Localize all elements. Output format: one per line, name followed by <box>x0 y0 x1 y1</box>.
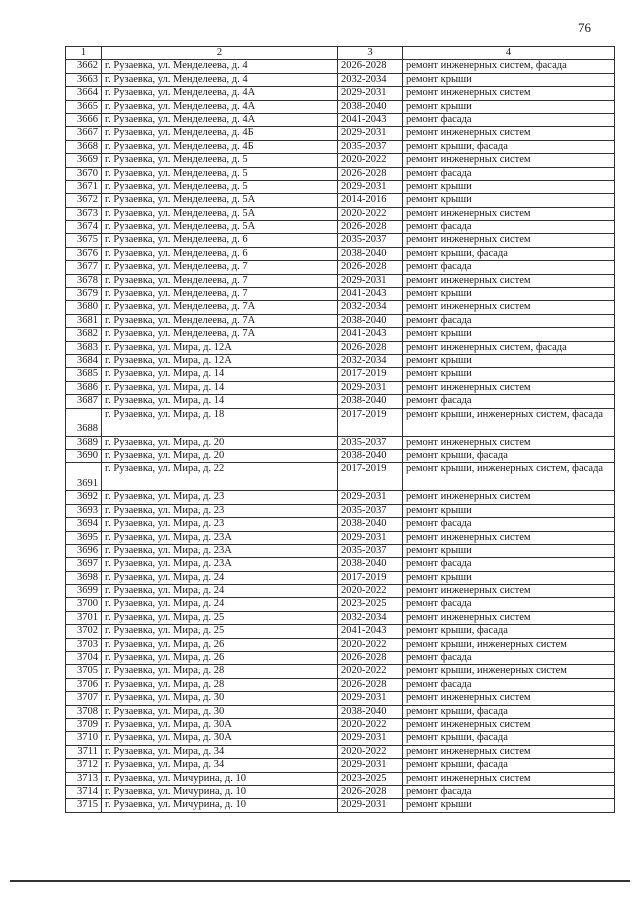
row-number: 3705 <box>66 665 102 678</box>
row-work: ремонт крыши <box>403 504 615 517</box>
row-period: 2029-2031 <box>338 274 403 287</box>
row-address: г. Рузаевка, ул. Менделеева, д. 5 <box>102 154 338 167</box>
table-row <box>66 571 615 584</box>
row-address: г. Рузаевка, ул. Мира, д. 28 <box>102 665 338 678</box>
row-address: г. Рузаевка, ул. Мира, д. 24 <box>102 571 338 584</box>
row-number: 3703 <box>66 638 102 651</box>
table-row <box>66 247 615 260</box>
row-work: ремонт фасада <box>403 598 615 611</box>
row-period: 2026-2028 <box>338 341 403 354</box>
row-period: 2035-2037 <box>338 436 403 449</box>
row-number: 3707 <box>66 692 102 705</box>
row-address: г. Рузаевка, ул. Менделеева, д. 4А <box>102 87 338 100</box>
table-row <box>66 314 615 327</box>
table-row <box>66 408 615 436</box>
row-number: 3678 <box>66 274 102 287</box>
row-address: г. Рузаевка, ул. Мира, д. 20 <box>102 436 338 449</box>
row-address: г. Рузаевка, ул. Мира, д. 14 <box>102 368 338 381</box>
row-work: ремонт крыши, фасада <box>403 140 615 153</box>
row-work: ремонт инженерных систем <box>403 301 615 314</box>
row-address: г. Рузаевка, ул. Мира, д. 28 <box>102 678 338 691</box>
row-period: 2035-2037 <box>338 544 403 557</box>
row-address: г. Рузаевка, ул. Мира, д. 22 <box>102 463 338 491</box>
row-number: 3686 <box>66 381 102 394</box>
row-number: 3673 <box>66 207 102 220</box>
row-address: г. Рузаевка, ул. Мичурина, д. 10 <box>102 799 338 812</box>
table-row <box>66 652 615 665</box>
row-number: 3692 <box>66 491 102 504</box>
table-header-row <box>66 47 615 60</box>
row-period: 2032-2034 <box>338 354 403 367</box>
row-period: 2041-2043 <box>338 113 403 126</box>
row-work: ремонт крыши, инженерных систем, фасада <box>403 463 615 491</box>
row-work: ремонт фасада <box>403 113 615 126</box>
row-number: 3666 <box>66 113 102 126</box>
row-work: ремонт инженерных систем <box>403 718 615 731</box>
row-period: 2026-2028 <box>338 261 403 274</box>
row-work: ремонт крыши <box>403 180 615 193</box>
row-address: г. Рузаевка, ул. Менделеева, д. 4А <box>102 113 338 126</box>
row-work: ремонт крыши <box>403 544 615 557</box>
row-number: 3674 <box>66 221 102 234</box>
table-row <box>66 194 615 207</box>
row-work: ремонт инженерных систем <box>403 274 615 287</box>
row-number: 3701 <box>66 611 102 624</box>
row-address: г. Рузаевка, ул. Мира, д. 25 <box>102 611 338 624</box>
row-address: г. Рузаевка, ул. Мира, д. 14 <box>102 395 338 408</box>
table-row <box>66 491 615 504</box>
table-row <box>66 625 615 638</box>
table-row <box>66 692 615 705</box>
table-row <box>66 436 615 449</box>
row-period: 2029-2031 <box>338 732 403 745</box>
row-period: 2023-2025 <box>338 598 403 611</box>
row-number: 3688 <box>66 408 102 436</box>
row-work: ремонт инженерных систем <box>403 491 615 504</box>
row-address: г. Рузаевка, ул. Менделеева, д. 4 <box>102 60 338 73</box>
row-work: ремонт фасада <box>403 678 615 691</box>
table-row <box>66 113 615 126</box>
row-work: ремонт крыши <box>403 288 615 301</box>
row-number: 3671 <box>66 180 102 193</box>
row-address: г. Рузаевка, ул. Менделеева, д. 5А <box>102 207 338 220</box>
row-number: 3680 <box>66 301 102 314</box>
row-number: 3697 <box>66 558 102 571</box>
row-period: 2038-2040 <box>338 518 403 531</box>
table-row <box>66 381 615 394</box>
row-address: г. Рузаевка, ул. Менделеева, д. 5А <box>102 194 338 207</box>
row-work: ремонт фасада <box>403 261 615 274</box>
row-address: г. Рузаевка, ул. Мичурина, д. 10 <box>102 772 338 785</box>
table-row <box>66 799 615 812</box>
table-row <box>66 638 615 651</box>
row-number: 3706 <box>66 678 102 691</box>
column-header-number: 1 <box>66 47 102 60</box>
row-number: 3684 <box>66 354 102 367</box>
table-row <box>66 504 615 517</box>
row-period: 2041-2043 <box>338 328 403 341</box>
row-work: ремонт крыши, фасада <box>403 625 615 638</box>
row-period: 2026-2028 <box>338 60 403 73</box>
row-number: 3715 <box>66 799 102 812</box>
row-address: г. Рузаевка, ул. Мира, д. 12А <box>102 341 338 354</box>
row-period: 2032-2034 <box>338 301 403 314</box>
row-address: г. Рузаевка, ул. Менделеева, д. 7А <box>102 328 338 341</box>
table-row <box>66 354 615 367</box>
row-number: 3709 <box>66 718 102 731</box>
row-address: г. Рузаевка, ул. Менделеева, д. 5 <box>102 167 338 180</box>
table-row <box>66 598 615 611</box>
row-period: 2038-2040 <box>338 449 403 462</box>
row-number: 3682 <box>66 328 102 341</box>
row-address: г. Рузаевка, ул. Мира, д. 30А <box>102 718 338 731</box>
row-period: 2017-2019 <box>338 571 403 584</box>
row-number: 3679 <box>66 288 102 301</box>
row-address: г. Рузаевка, ул. Мира, д. 24 <box>102 598 338 611</box>
row-period: 2029-2031 <box>338 531 403 544</box>
table-row <box>66 221 615 234</box>
row-number: 3713 <box>66 772 102 785</box>
row-period: 2038-2040 <box>338 100 403 113</box>
row-period: 2041-2043 <box>338 288 403 301</box>
row-period: 2029-2031 <box>338 759 403 772</box>
row-work: ремонт крыши, инженерных систем <box>403 665 615 678</box>
row-number: 3687 <box>66 395 102 408</box>
row-work: ремонт инженерных систем <box>403 154 615 167</box>
row-period: 2038-2040 <box>338 314 403 327</box>
row-work: ремонт инженерных систем <box>403 381 615 394</box>
row-address: г. Рузаевка, ул. Мира, д. 12А <box>102 354 338 367</box>
row-period: 2020-2022 <box>338 745 403 758</box>
row-address: г. Рузаевка, ул. Менделеева, д. 7 <box>102 261 338 274</box>
row-work: ремонт крыши <box>403 354 615 367</box>
row-work: ремонт инженерных систем <box>403 772 615 785</box>
table-row <box>66 274 615 287</box>
table-row <box>66 449 615 462</box>
row-period: 2029-2031 <box>338 692 403 705</box>
row-work: ремонт инженерных систем <box>403 531 615 544</box>
row-number: 3695 <box>66 531 102 544</box>
row-address: г. Рузаевка, ул. Мира, д. 26 <box>102 638 338 651</box>
row-address: г. Рузаевка, ул. Менделеева, д. 4А <box>102 100 338 113</box>
row-period: 2038-2040 <box>338 558 403 571</box>
column-header-work: 4 <box>403 47 615 60</box>
row-address: г. Рузаевка, ул. Мира, д. 25 <box>102 625 338 638</box>
table-row <box>66 785 615 798</box>
row-address: г. Рузаевка, ул. Мира, д. 26 <box>102 652 338 665</box>
row-period: 2026-2028 <box>338 221 403 234</box>
row-work: ремонт инженерных систем <box>403 436 615 449</box>
row-period: 2017-2019 <box>338 368 403 381</box>
row-work: ремонт крыши, фасада <box>403 705 615 718</box>
row-work: ремонт крыши <box>403 100 615 113</box>
row-address: г. Рузаевка, ул. Менделеева, д. 6 <box>102 247 338 260</box>
row-address: г. Рузаевка, ул. Менделеева, д. 7А <box>102 301 338 314</box>
table-row <box>66 207 615 220</box>
row-number: 3700 <box>66 598 102 611</box>
row-work: ремонт фасада <box>403 314 615 327</box>
row-work: ремонт крыши, инженерных систем <box>403 638 615 651</box>
row-work: ремонт инженерных систем, фасада <box>403 341 615 354</box>
table-row <box>66 261 615 274</box>
row-period: 2029-2031 <box>338 180 403 193</box>
row-number: 3672 <box>66 194 102 207</box>
row-period: 2029-2031 <box>338 381 403 394</box>
table-row <box>66 167 615 180</box>
row-work: ремонт крыши <box>403 571 615 584</box>
row-address: г. Рузаевка, ул. Мира, д. 23 <box>102 504 338 517</box>
table-row <box>66 87 615 100</box>
row-work: ремонт инженерных систем <box>403 234 615 247</box>
table-row <box>66 665 615 678</box>
row-period: 2041-2043 <box>338 625 403 638</box>
row-number: 3664 <box>66 87 102 100</box>
table-row <box>66 100 615 113</box>
row-period: 2035-2037 <box>338 140 403 153</box>
row-work: ремонт крыши <box>403 799 615 812</box>
row-period: 2026-2028 <box>338 652 403 665</box>
row-number: 3681 <box>66 314 102 327</box>
row-number: 3667 <box>66 127 102 140</box>
row-work: ремонт фасада <box>403 652 615 665</box>
row-number: 3710 <box>66 732 102 745</box>
row-period: 2026-2028 <box>338 785 403 798</box>
row-work: ремонт крыши <box>403 328 615 341</box>
column-header-period: 3 <box>338 47 403 60</box>
table-row <box>66 368 615 381</box>
row-address: г. Рузаевка, ул. Менделеева, д. 5А <box>102 221 338 234</box>
table-row <box>66 341 615 354</box>
row-work: ремонт фасада <box>403 518 615 531</box>
table-row <box>66 544 615 557</box>
row-work: ремонт крыши <box>403 73 615 86</box>
row-work: ремонт инженерных систем <box>403 692 615 705</box>
table-row <box>66 558 615 571</box>
row-work: ремонт инженерных систем <box>403 745 615 758</box>
row-address: г. Рузаевка, ул. Мира, д. 34 <box>102 745 338 758</box>
row-work: ремонт фасада <box>403 785 615 798</box>
row-number: 3702 <box>66 625 102 638</box>
row-address: г. Рузаевка, ул. Менделеева, д. 4Б <box>102 140 338 153</box>
row-number: 3711 <box>66 745 102 758</box>
capital-repair-table <box>65 46 615 813</box>
row-address: г. Рузаевка, ул. Мира, д. 30 <box>102 705 338 718</box>
row-address: г. Рузаевка, ул. Мира, д. 23А <box>102 558 338 571</box>
row-number: 3665 <box>66 100 102 113</box>
row-number: 3690 <box>66 449 102 462</box>
row-period: 2020-2022 <box>338 207 403 220</box>
row-number: 3704 <box>66 652 102 665</box>
table-row <box>66 759 615 772</box>
row-work: ремонт крыши, фасада <box>403 759 615 772</box>
row-work: ремонт крыши, фасада <box>403 247 615 260</box>
row-period: 2035-2037 <box>338 234 403 247</box>
table-row <box>66 705 615 718</box>
row-number: 3675 <box>66 234 102 247</box>
row-number: 3699 <box>66 585 102 598</box>
row-address: г. Рузаевка, ул. Менделеева, д. 7 <box>102 274 338 287</box>
row-address: г. Рузаевка, ул. Менделеева, д. 7 <box>102 288 338 301</box>
table-row <box>66 678 615 691</box>
row-address: г. Рузаевка, ул. Мира, д. 30А <box>102 732 338 745</box>
row-period: 2032-2034 <box>338 73 403 86</box>
table-row <box>66 772 615 785</box>
table-row <box>66 732 615 745</box>
row-work: ремонт инженерных систем <box>403 127 615 140</box>
table-row <box>66 154 615 167</box>
table-row <box>66 745 615 758</box>
row-number: 3670 <box>66 167 102 180</box>
row-period: 2020-2022 <box>338 585 403 598</box>
row-address: г. Рузаевка, ул. Менделеева, д. 7А <box>102 314 338 327</box>
row-period: 2020-2022 <box>338 154 403 167</box>
row-work: ремонт фасада <box>403 167 615 180</box>
row-work: ремонт крыши, фасада <box>403 449 615 462</box>
row-work: ремонт инженерных систем <box>403 611 615 624</box>
table-body <box>66 60 615 812</box>
row-work: ремонт инженерных систем <box>403 207 615 220</box>
row-number: 3689 <box>66 436 102 449</box>
row-address: г. Рузаевка, ул. Мира, д. 23 <box>102 518 338 531</box>
row-address: г. Рузаевка, ул. Менделеева, д. 6 <box>102 234 338 247</box>
row-period: 2032-2034 <box>338 611 403 624</box>
row-number: 3662 <box>66 60 102 73</box>
row-number: 3698 <box>66 571 102 584</box>
row-address: г. Рузаевка, ул. Менделеева, д. 4 <box>102 73 338 86</box>
row-period: 2020-2022 <box>338 665 403 678</box>
row-number: 3693 <box>66 504 102 517</box>
row-work: ремонт фасада <box>403 558 615 571</box>
row-number: 3669 <box>66 154 102 167</box>
table-row <box>66 140 615 153</box>
page-number: 76 <box>578 20 591 35</box>
row-period: 2026-2028 <box>338 167 403 180</box>
row-address: г. Рузаевка, ул. Менделеева, д. 4Б <box>102 127 338 140</box>
row-number: 3685 <box>66 368 102 381</box>
row-period: 2020-2022 <box>338 718 403 731</box>
row-period: 2029-2031 <box>338 491 403 504</box>
row-address: г. Рузаевка, ул. Мира, д. 18 <box>102 408 338 436</box>
row-address: г. Рузаевка, ул. Мира, д. 30 <box>102 692 338 705</box>
row-number: 3714 <box>66 785 102 798</box>
row-address: г. Рузаевка, ул. Мира, д. 34 <box>102 759 338 772</box>
row-period: 2029-2031 <box>338 127 403 140</box>
table-row <box>66 395 615 408</box>
row-work: ремонт крыши <box>403 368 615 381</box>
row-number: 3663 <box>66 73 102 86</box>
row-work: ремонт фасада <box>403 395 615 408</box>
row-work: ремонт крыши, инженерных систем, фасада <box>403 408 615 436</box>
table-row <box>66 531 615 544</box>
row-period: 2038-2040 <box>338 705 403 718</box>
table-row <box>66 585 615 598</box>
table-row <box>66 718 615 731</box>
row-number: 3668 <box>66 140 102 153</box>
column-header-address: 2 <box>102 47 338 60</box>
row-address: г. Рузаевка, ул. Мичурина, д. 10 <box>102 785 338 798</box>
row-address: г. Рузаевка, ул. Мира, д. 20 <box>102 449 338 462</box>
row-period: 2038-2040 <box>338 247 403 260</box>
row-period: 2029-2031 <box>338 87 403 100</box>
table-row <box>66 288 615 301</box>
table-row <box>66 328 615 341</box>
row-number: 3683 <box>66 341 102 354</box>
row-address: г. Рузаевка, ул. Менделеева, д. 5 <box>102 180 338 193</box>
table-row <box>66 301 615 314</box>
row-number: 3694 <box>66 518 102 531</box>
row-work: ремонт инженерных систем <box>403 585 615 598</box>
row-address: г. Рузаевка, ул. Мира, д. 14 <box>102 381 338 394</box>
row-address: г. Рузаевка, ул. Мира, д. 24 <box>102 585 338 598</box>
row-period: 2017-2019 <box>338 408 403 436</box>
row-period: 2017-2019 <box>338 463 403 491</box>
footer-divider <box>10 880 630 882</box>
row-number: 3691 <box>66 463 102 491</box>
row-number: 3708 <box>66 705 102 718</box>
row-period: 2026-2028 <box>338 678 403 691</box>
row-period: 2023-2025 <box>338 772 403 785</box>
row-period: 2020-2022 <box>338 638 403 651</box>
row-period: 2038-2040 <box>338 395 403 408</box>
row-number: 3696 <box>66 544 102 557</box>
table-row <box>66 611 615 624</box>
row-number: 3677 <box>66 261 102 274</box>
row-work: ремонт крыши, фасада <box>403 732 615 745</box>
table-row <box>66 127 615 140</box>
row-period: 2029-2031 <box>338 799 403 812</box>
row-work: ремонт фасада <box>403 221 615 234</box>
table-row <box>66 60 615 73</box>
row-address: г. Рузаевка, ул. Мира, д. 23А <box>102 544 338 557</box>
table-row <box>66 180 615 193</box>
row-address: г. Рузаевка, ул. Мира, д. 23 <box>102 491 338 504</box>
row-work: ремонт инженерных систем <box>403 87 615 100</box>
row-number: 3676 <box>66 247 102 260</box>
table-row <box>66 234 615 247</box>
table-row <box>66 518 615 531</box>
table-row <box>66 73 615 86</box>
row-work: ремонт инженерных систем, фасада <box>403 60 615 73</box>
row-period: 2035-2037 <box>338 504 403 517</box>
table-row <box>66 463 615 491</box>
row-period: 2014-2016 <box>338 194 403 207</box>
row-number: 3712 <box>66 759 102 772</box>
row-address: г. Рузаевка, ул. Мира, д. 23А <box>102 531 338 544</box>
row-work: ремонт крыши <box>403 194 615 207</box>
